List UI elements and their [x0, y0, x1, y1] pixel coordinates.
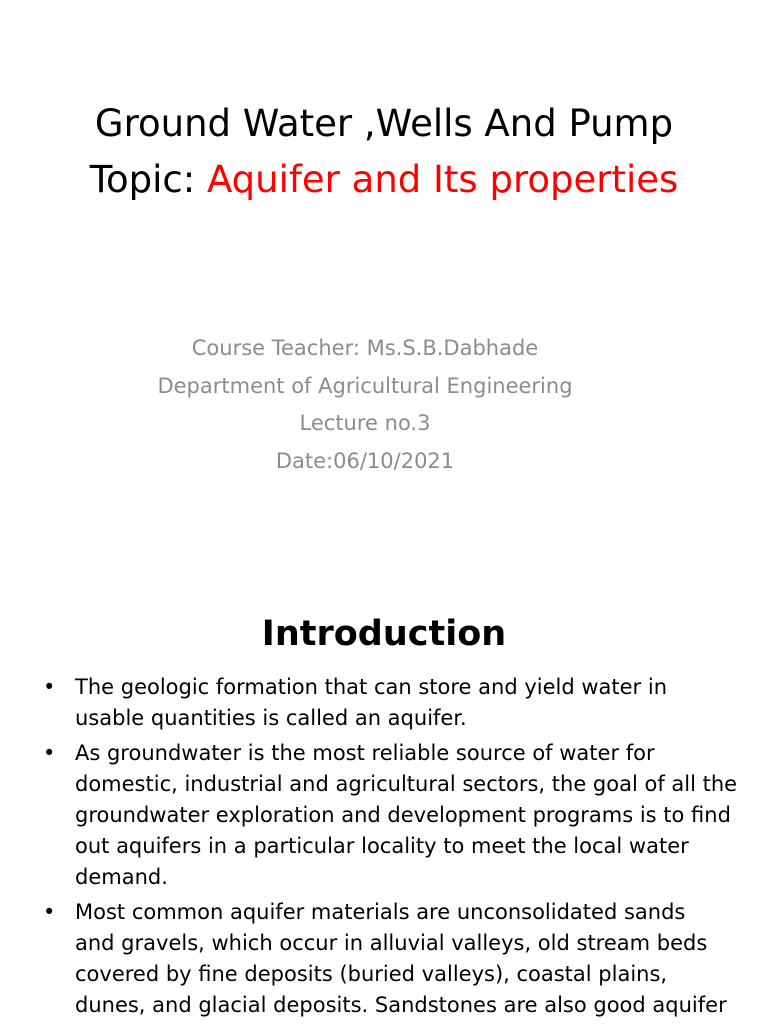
bullet-item — [0, 897, 768, 1021]
bullet-line: groundwater exploration and development programs is to find — [75, 803, 731, 827]
topic-value: Aquifer and Its properties — [207, 158, 679, 201]
bullet-list — [0, 672, 768, 1025]
slide-subtitle — [0, 330, 730, 480]
bullet-text — [75, 897, 736, 1021]
bullet-line: domestic, industrial and agricultural sectors, the goal of all the — [75, 772, 738, 796]
topic-line — [0, 152, 768, 208]
bullet-line: out aquifers in a particular locality to meet the local water — [75, 834, 689, 858]
bullet-text — [75, 738, 736, 893]
bullet-line: Most common aquifer materials are unconsolidated sands — [75, 900, 686, 924]
bullet-line: and gravels, which occur in alluvial valleys, old stream beds — [75, 931, 708, 955]
bullet-icon: • — [43, 675, 56, 699]
bullet-line: demand. — [75, 865, 168, 889]
department: Department of Agricultural Engineering — [157, 373, 573, 398]
course-title: Ground Water ,Wells And Pump — [94, 102, 674, 145]
bullet-line: The geologic formation that can store and yield water in — [75, 675, 667, 699]
bullet-line: dunes, and glacial deposits. Sandstones are also good aquifer — [75, 993, 727, 1017]
introduction-heading: Introduction — [261, 614, 507, 654]
lecture-number: Lecture no.3 — [299, 411, 431, 435]
bullet-icon: • — [43, 900, 56, 924]
slide-title — [0, 96, 768, 208]
lecture-date: Date:06/10/2021 — [275, 448, 455, 473]
bullet-icon: • — [43, 741, 56, 765]
bullet-line: covered by fine deposits (buried valleys), coastal plains, — [75, 962, 668, 986]
bullet-line: As groundwater is the most reliable source of water for — [75, 741, 655, 765]
introduction-slide — [0, 560, 768, 1024]
course-teacher: Course Teacher: Ms.S.B.Dabhade — [191, 336, 539, 360]
topic-label: Topic: — [89, 158, 207, 201]
bullet-item — [0, 738, 768, 893]
bullet-text — [75, 672, 736, 734]
bullet-item — [0, 672, 768, 734]
bullet-line: usable quantities is called an aquifer. — [75, 706, 467, 730]
